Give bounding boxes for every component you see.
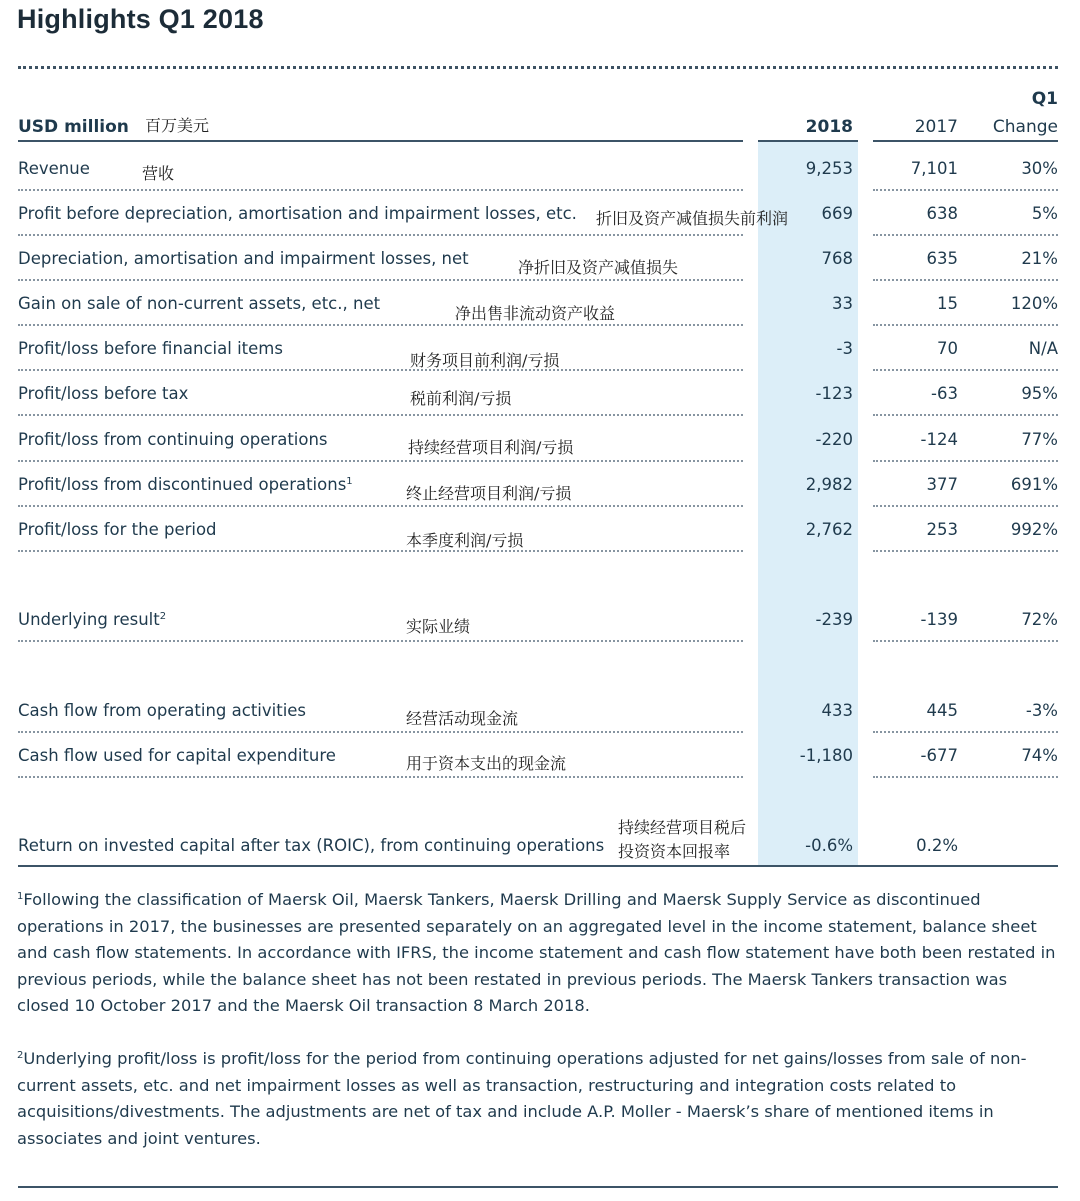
row-label-zh: 净出售非流动资产收益 [455,304,616,323]
row-label: Cash flow from operating activities [18,701,307,720]
row-divider [18,324,743,326]
value-2017: 445 [926,701,958,720]
value-2017: 7,101 [910,159,958,178]
bottom-rule [18,1186,1058,1188]
row-divider [873,731,1058,733]
row-label-zh: 经营活动现金流 [406,709,519,728]
row-divider [873,279,1058,281]
row-divider [18,279,743,281]
row-label-zh: 实际业绩 [406,617,471,636]
footnote-1: $^1$Following the classification of Maersk Oil, Maersk Tankers, Maersk Drilling and Maersk Supply Service as discontinued operations in 2017, the businesses are presented separately on an aggregated level in the income statement, balance sheet and cash flow statements. In accordance with IFRS, the income statement and cash flow statement have both been restated in previous periods, while the balance sheet has not been restated in previous periods. The Maersk Tankers transaction was closed 10 October 2017 and the Maersk Oil transaction 8 March 2018. [17,890,1056,1016]
row-label-zh: 财务项目前利润/亏损 [410,351,560,370]
column-header-2017: 2017 [914,117,958,137]
row-label: Profit/loss from discontinued operations$^1$ [18,475,353,494]
value-2018: -123 [815,384,853,403]
row-divider [873,234,1058,236]
row-label-zh: 投资资本回报率 [618,842,731,861]
value-2017: -677 [920,746,958,765]
page-title: Highlights Q1 2018 [17,4,264,34]
value-2018: 768 [821,249,853,268]
value-2018: -3 [836,339,853,358]
row-divider [873,369,1058,371]
row-divider [873,640,1058,642]
unit-label: USD million [18,117,129,137]
column-header-q1: Q1 [1031,89,1058,109]
value-2017: 377 [926,475,958,494]
value-change: 691% [1010,475,1058,494]
row-label-zh: 折旧及资产减值损失前利润 [596,209,789,228]
value-change: 992% [1010,520,1058,539]
value-2018: 433 [821,701,853,720]
value-change: 74% [1021,746,1058,765]
row-divider [18,731,743,733]
value-change: 30% [1021,159,1058,178]
row-divider [873,776,1058,778]
value-change: 72% [1021,610,1058,629]
value-2018: 2,762 [805,520,853,539]
row-label: Profit/loss before tax [18,384,189,403]
row-divider [873,460,1058,462]
row-divider [873,550,1058,552]
value-2017: -139 [920,610,958,629]
row-label-zh: 营收 [142,164,175,183]
value-change: 77% [1021,430,1058,449]
row-divider [18,776,743,778]
row-divider [18,189,743,191]
row-label-zh: 用于资本支出的现金流 [406,754,567,773]
value-2017: 253 [926,520,958,539]
row-label-zh: 本季度利润/亏损 [406,531,524,550]
header-rule [18,140,743,142]
value-2017: 0.2% [916,836,958,855]
column-header-change: Change [992,117,1058,137]
row-label: Cash flow used for capital expenditure [18,746,336,765]
row-label: Profit before depreciation, amortisation and impairment losses, etc. [18,204,577,223]
row-divider [873,505,1058,507]
value-change: 95% [1021,384,1058,403]
value-change: N/A [1028,339,1058,358]
column-header-2018: 2018 [805,117,853,137]
value-2018: 33 [832,294,853,313]
value-2017: 70 [937,339,958,358]
row-label-zh: 终止经营项目利润/亏损 [406,484,572,503]
row-label: Profit/loss from continuing operations [18,430,328,449]
value-2017: 15 [937,294,958,313]
row-divider [18,414,743,416]
value-2018: 669 [821,204,853,223]
row-divider [18,550,743,552]
row-label-zh: 税前利润/亏损 [410,389,512,408]
value-2018: 9,253 [805,159,853,178]
row-divider [18,505,743,507]
row-divider [18,234,743,236]
value-2018: -220 [815,430,853,449]
row-label-zh: 持续经营项目利润/亏损 [408,438,574,457]
value-change: 21% [1021,249,1058,268]
value-2018: -239 [815,610,853,629]
row-divider [18,369,743,371]
row-label: Gain on sale of non-current assets, etc., net [18,294,381,313]
value-2018: -0.6% [805,836,853,855]
row-divider [873,414,1058,416]
footnote-2: $^2$Underlying profit/loss is profit/loss for the period from continuing operations adjusted for net gains/losses from sale of non-current assets, etc. and net impairment losses as well as transaction, restructuring and integration costs related to acquisitions/divestments. The adjustments are net of tax and include A.P. Moller - Maersk’s share of mentioned items in associates and joint ventures. [17,1049,1027,1148]
value-2017: -63 [931,384,958,403]
value-2017: 635 [926,249,958,268]
row-label: Profit/loss before financial items [18,339,283,358]
row-label-zh: 净折旧及资产减值损失 [518,258,679,277]
header-rule [873,140,1058,142]
row-divider [18,640,743,642]
header-rule [758,140,858,142]
value-2017: 638 [926,204,958,223]
title-divider [18,66,1058,69]
value-2018: 2,982 [805,475,853,494]
row-label: Depreciation, amortisation and impairment losses, net [18,249,469,268]
value-change: -3% [1025,701,1058,720]
row-divider [18,460,743,462]
row-label: Revenue [18,159,90,178]
row-label: Underlying result$^2$ [18,610,167,629]
value-2018: -1,180 [799,746,853,765]
unit-label-zh: 百万美元 [145,116,210,135]
row-divider [873,324,1058,326]
row-divider [873,189,1058,191]
row-label-zh: 持续经营项目税后 [618,818,747,837]
row-label: Return on invested capital after tax (ROIC), from continuing operations [18,836,605,855]
value-2017: -124 [920,430,958,449]
table-bottom-rule [18,865,1058,867]
value-change: 120% [1010,294,1058,313]
value-change: 5% [1031,204,1058,223]
row-label: Profit/loss for the period [18,520,217,539]
